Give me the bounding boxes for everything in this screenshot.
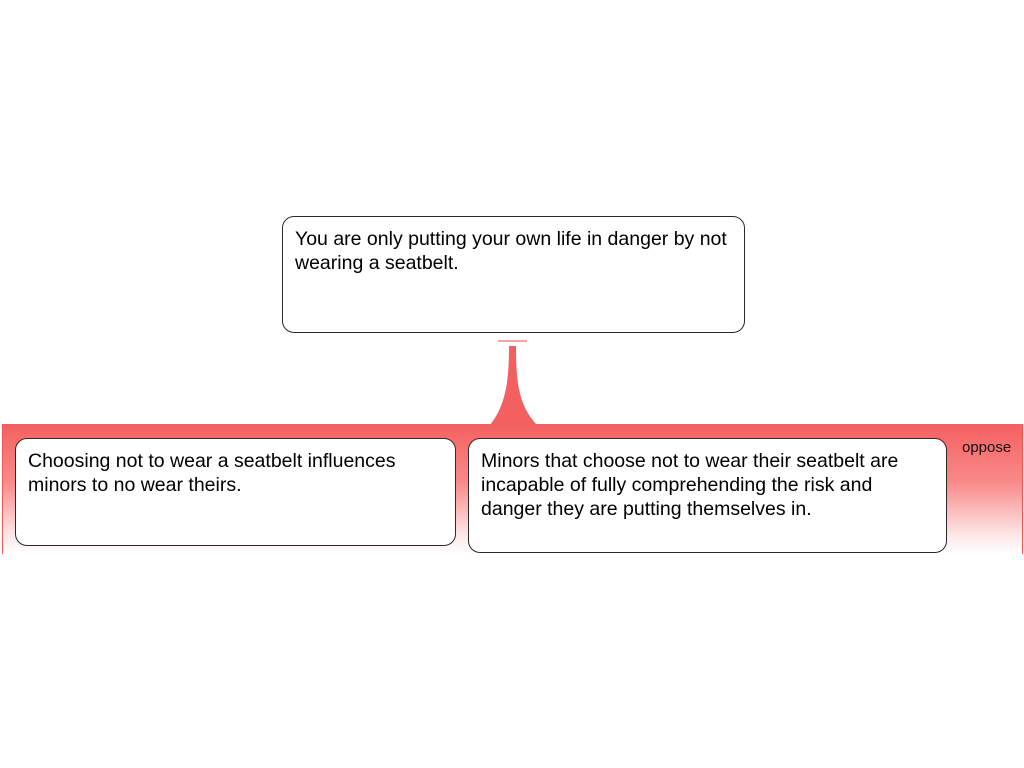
premise-node-2[interactable] — [468, 438, 947, 553]
premise-node-1[interactable] — [15, 438, 456, 546]
claim-text: You are only putting your own life in danger by not wearing a seatbelt. — [295, 228, 727, 274]
premise-text-2: Minors that choose not to wear their seatbelt are incapable of fully comprehending the risk and danger they are putting themselves in. — [481, 450, 899, 520]
oppose-label: oppose — [962, 439, 1012, 456]
premise-text-1: Choosing not to wear a seatbelt influences minors to no wear theirs. — [28, 450, 396, 496]
oppose-connector — [490, 346, 537, 425]
claim-node[interactable] — [282, 216, 745, 333]
